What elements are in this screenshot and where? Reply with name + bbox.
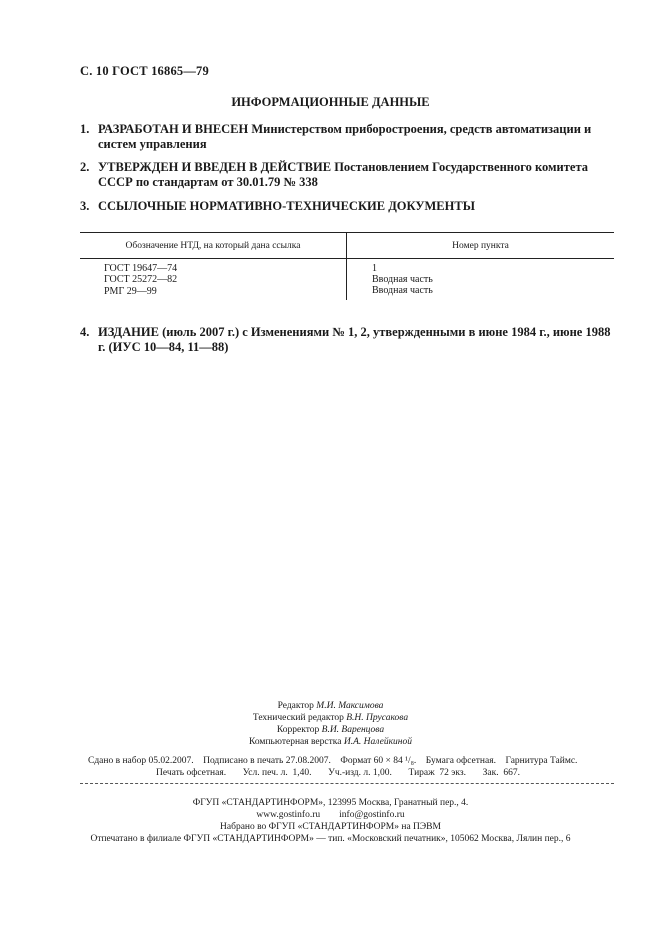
credit-name: В.Н. Прусакова	[346, 713, 409, 723]
info-item-2	[80, 160, 614, 190]
credits-tech-editor	[0, 712, 661, 724]
table-header-clause: Номер пункта	[452, 241, 509, 251]
table-cell-doc: ГОСТ 25272—82	[104, 274, 178, 285]
table-cell-doc: РМГ 29—99	[104, 286, 157, 297]
table-cell-clause: Вводная часть	[372, 285, 433, 296]
item-lead: РАЗРАБОТАН И ВНЕСЕН	[98, 122, 249, 136]
item-lead: ИЗДАНИЕ	[98, 325, 159, 339]
credit-name: И.А. Налейкиной	[343, 737, 412, 747]
item-number: 2.	[80, 160, 90, 174]
item-text: Министерством приборостроения, средств автоматизации и систем управления	[98, 122, 592, 151]
page-header: С. 10 ГОСТ 16865—79	[80, 64, 209, 78]
table-header-doc: Обозначение НТД, на который дана ссылка	[125, 241, 301, 251]
credits-editor	[0, 700, 661, 712]
item-number: 1.	[80, 122, 90, 136]
table-cell-doc: ГОСТ 19647—74	[104, 263, 178, 274]
publisher-email: info@gostinfo.ru	[339, 810, 405, 820]
item-lead: УТВЕРЖДЕН И ВВЕДЕН В ДЕЙСТВИЕ	[98, 160, 332, 174]
table-cell-clause: Вводная часть	[372, 274, 433, 285]
imprint-line-1: Сдано в набор 05.02.2007. Подписано в печать 27.08.2007. Формат 60 × 84 ¹/₈. Бумага офсетная. Гарнитура Таймс.	[88, 756, 578, 766]
item-text: (июль 2007 г.) с Изменениями № 1, 2, утвержденными в июне 1984 г., июне 1988 г. (ИУС 10—84, 11—88)	[98, 325, 611, 354]
publisher-website: www.gostinfo.ru	[256, 810, 321, 820]
separator-line	[80, 783, 614, 784]
info-item-3	[80, 199, 614, 214]
reference-table	[80, 232, 614, 300]
table-top-rule	[80, 232, 614, 233]
credit-label: Технический редактор	[252, 713, 344, 723]
item-number: 4.	[80, 325, 90, 339]
item-lead: ССЫЛОЧНЫЕ НОРМАТИВНО-ТЕХНИЧЕСКИЕ ДОКУМЕНТЫ	[98, 199, 475, 213]
credit-label: Редактор	[277, 701, 314, 711]
credit-name: М.И. Максимова	[316, 701, 384, 711]
publisher-address: ФГУП «СТАНДАРТИНФОРМ», 123995 Москва, Гранатный пер., 4.	[192, 798, 469, 808]
table-cell-clause: 1	[372, 263, 377, 274]
item-number: 3.	[80, 199, 90, 213]
info-item-1	[80, 122, 614, 152]
credit-name: В.И. Варенцова	[321, 725, 385, 735]
credits-corrector	[0, 724, 661, 736]
credit-label: Компьютерная верстка	[249, 737, 342, 747]
typeset-note: Набрано во ФГУП «СТАНДАРТИНФОРМ» на ПЭВМ	[220, 822, 441, 832]
credits-layout	[0, 736, 661, 748]
table-header-rule	[80, 258, 614, 259]
publisher-contacts	[0, 809, 661, 821]
credit-label: Корректор	[276, 725, 320, 735]
item-text: Постановлением Государственного комитета СССР по стандартам от 30.01.79 № 338	[98, 160, 588, 189]
imprint-line-2: Печать офсетная. Усл. печ. л. 1,40. Уч.-изд. л. 1,00. Тираж 72 экз. Зак. 667.	[156, 768, 520, 778]
info-item-4	[80, 325, 614, 355]
section-title: ИНФОРМАЦИОННЫЕ ДАННЫЕ	[231, 95, 430, 109]
printed-note: Отпечатано в филиале ФГУП «СТАНДАРТИНФОРМ» — тип. «Московский печатник», 105062 Москва, Лялин пер., 6	[90, 834, 571, 844]
